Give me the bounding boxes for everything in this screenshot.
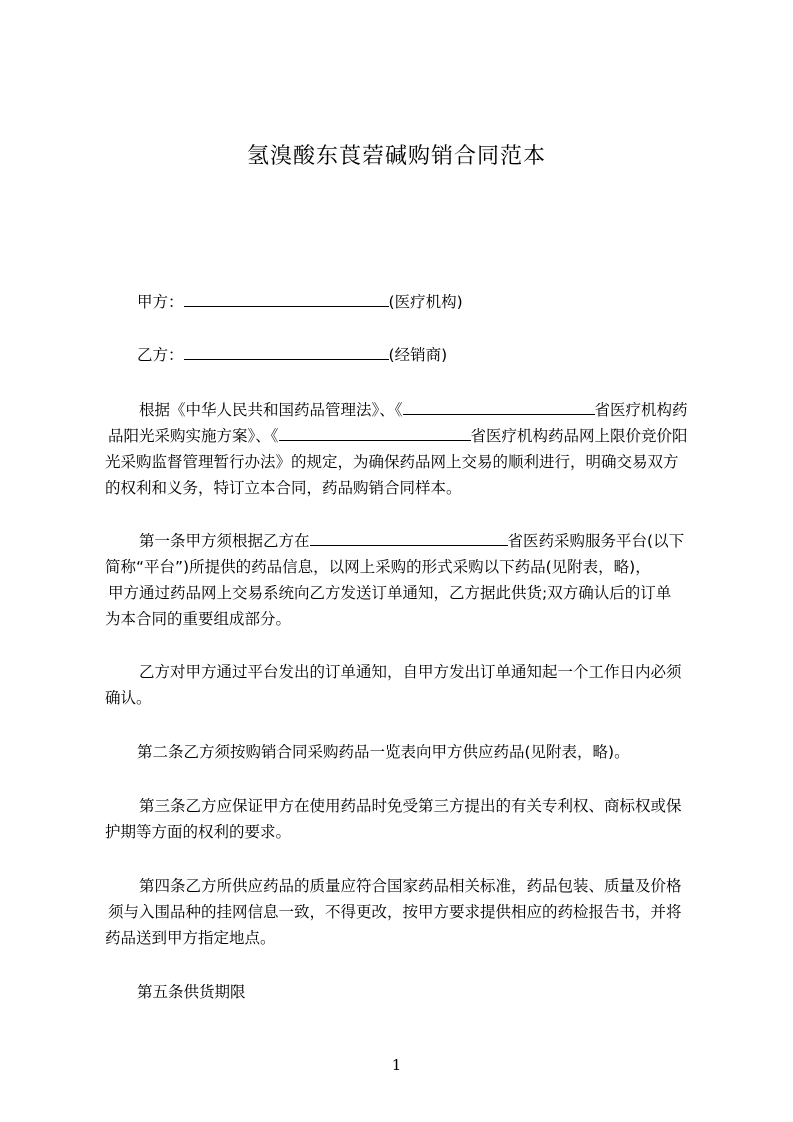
party-b-blank	[184, 345, 389, 360]
intro-text-1a: 根据《中华人民共和国药品管理法》、《	[139, 401, 403, 419]
party-b-suffix: (经销商)	[388, 346, 448, 364]
party-a-suffix: (医疗机构)	[388, 293, 463, 311]
art1-line-2: 简称“平台”)所提供的药品信息，以网上采购的形式采购以下药品(见附表，略)，	[105, 558, 651, 576]
art1-blank	[310, 531, 508, 546]
party-a-label: 甲方：	[137, 293, 184, 311]
intro-line-3: 光采购监督管理暂行办法》的规定，为确保药品网上交易的顺利进行，明确交易双方	[105, 453, 679, 471]
art4-line-3: 药品送到甲方指定地点。	[105, 929, 276, 947]
page-number: 1	[391, 1056, 402, 1074]
art1-text-1b: 省医药采购服务平台(以下	[507, 532, 685, 550]
document-title: 氢溴酸东莨菪碱购销合同范本	[246, 144, 546, 169]
party-b-label: 乙方：	[137, 346, 184, 364]
art4-line-1: 第四条乙方所供应药品的质量应符合国家药品相关标准，药品包装、质量及价格	[139, 877, 682, 895]
confirm-line-2: 确认。	[105, 689, 152, 707]
art3-line-1: 第三条乙方应保证甲方在使用药品时免受第三方提出的有关专利权、商标权或保	[139, 797, 682, 815]
art2-line-1: 第二条乙方须按购销合同采购药品一览表向甲方供应药品(见附表，略)。	[137, 743, 630, 761]
art1-line-1	[139, 531, 739, 551]
party-b-line	[137, 345, 737, 365]
intro-blank-1	[403, 400, 595, 415]
intro-text-2a: 品阳光采购实施方案》、《	[108, 427, 279, 445]
art4-line-2: 须与入围品种的挂网信息一致，不得更改，按甲方要求提供相应的药检报告书，并将	[108, 903, 682, 921]
art1-line-3: 甲方通过药品网上交易系统向乙方发送订单通知，乙方据此供货;双方确认后的订单	[108, 584, 672, 602]
confirm-line-1: 乙方对甲方通过平台发出的订单通知，自甲方发出订单通知起一个工作日内必须	[139, 663, 682, 681]
intro-blank-2	[279, 426, 471, 441]
intro-line-4: 的权利和义务，特订立本合同，药品购销合同样本。	[105, 479, 462, 497]
party-a-blank	[184, 292, 389, 307]
intro-text-1b: 省医疗机构药	[594, 401, 688, 419]
art1-line-4: 为本合同的重要组成部分。	[105, 610, 292, 628]
party-a-line	[137, 292, 737, 312]
art3-line-2: 护期等方面的权利的要求。	[105, 823, 292, 841]
intro-text-2b: 省医疗机构药品网上限价竞价阳	[470, 427, 688, 445]
intro-line-1	[139, 400, 739, 420]
art1-text-1a: 第一条甲方须根据乙方在	[139, 532, 310, 550]
intro-line-2	[108, 426, 708, 446]
art5-line-1: 第五条供货期限	[137, 983, 246, 1001]
